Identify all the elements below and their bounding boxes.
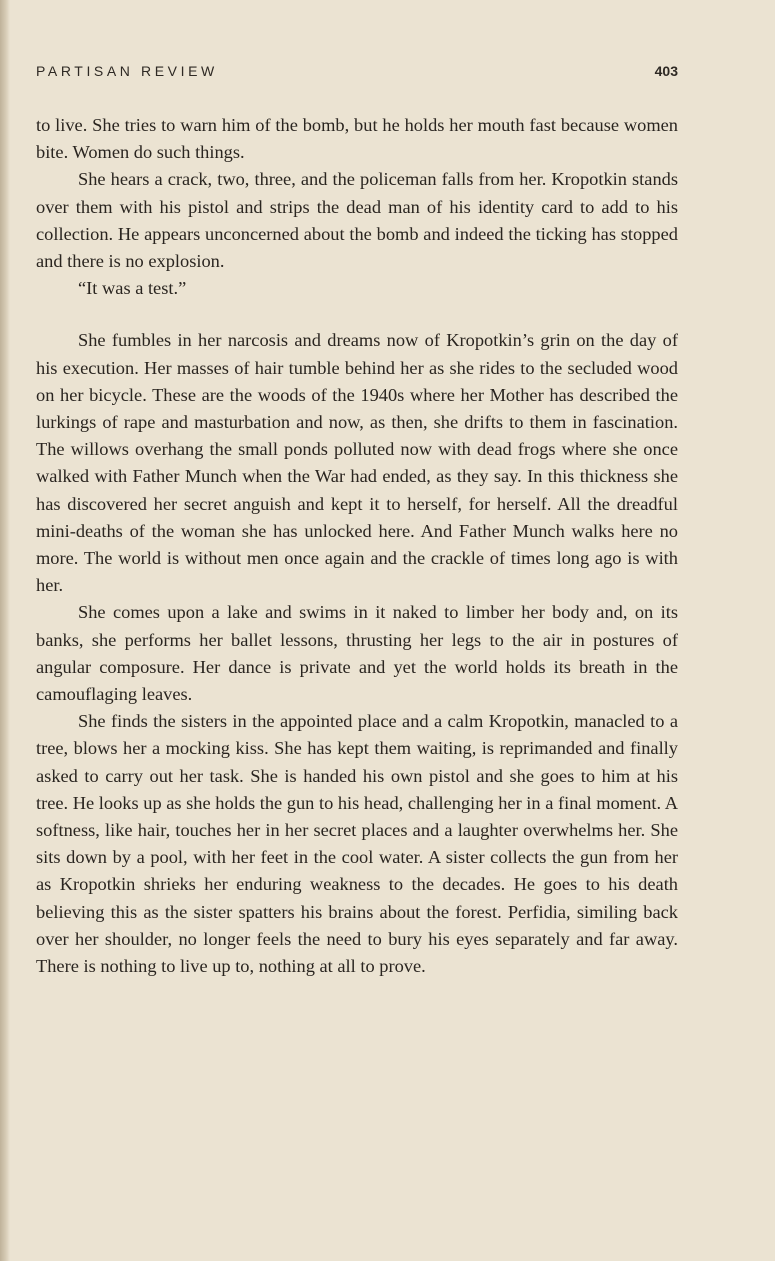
paragraph: She hears a crack, two, three, and the policeman falls from her. Kropotkin stands over them with his pistol and strips the dead man of his identity card to add to his collection. He appears unconcerned about the bomb and indeed the ticking has stopped and there is no explosion.: [36, 169, 678, 272]
body-text: [36, 112, 678, 980]
page-binding-edge: [0, 0, 10, 1261]
paragraph: She finds the sisters in the appointed place and a calm Kropotkin, manacled to a tree, blows her a mocking kiss. She has kept them waiting, is reprimanded and finally asked to carry out her task. She is handed his own pistol and she goes to him at his tree. He looks up as she holds the gun to his head, challenging her in a final moment. A softness, like hair, touches her in her secret places and a laughter overwhelms her. She sits down by a pool, with her feet in the cool water. A sister collects the gun from her as Kropotkin shrieks her enduring weakness to the decades. He goes to his death believing this as the sister spatters his brains about the forest. Perfidia, similing back over her shoulder, no longer feels the need to bury his eyes separately and far away. There is nothing to live up to, nothing at all to prove.: [36, 711, 679, 977]
paragraph: She comes upon a lake and swims in it naked to limber her body and, on its banks, she performs her ballet lessons, thrusting her legs to the air in postures of angular composure. Her dance is private and yet the world holds its breath in the camouflaging leaves.: [36, 602, 678, 705]
page-number: 403: [654, 63, 678, 79]
paragraph-quote: “It was a test.”: [78, 278, 187, 299]
paragraph-continued: to live. She tries to warn him of the bomb, but he holds her mouth fast because women bite. Women do such things.: [36, 115, 678, 163]
journal-title: PARTISAN REVIEW: [36, 63, 218, 79]
running-header: [36, 63, 678, 85]
paragraph-section-start: She fumbles in her narcosis and dreams now of Kropotkin’s grin on the day of his execution. Her masses of hair tumble behind her as she rides to the secluded wood on her bicycle. These are the woods of the 1940s where her Mother has described the lurkings of rape and masturbation and now, as then, she drifts to them in fascination. The willows overhang the small ponds polluted now with dead frogs where she once walked with Father Munch when the War had ended, as they say. In this thickness she has discovered her secret anguish and kept it to herself, for herself. All the dreadful mini-deaths of the woman she has unlocked here. And Father Munch walks here no more. The world is without men once again and the crackle of times long ago is with her.: [36, 330, 678, 596]
